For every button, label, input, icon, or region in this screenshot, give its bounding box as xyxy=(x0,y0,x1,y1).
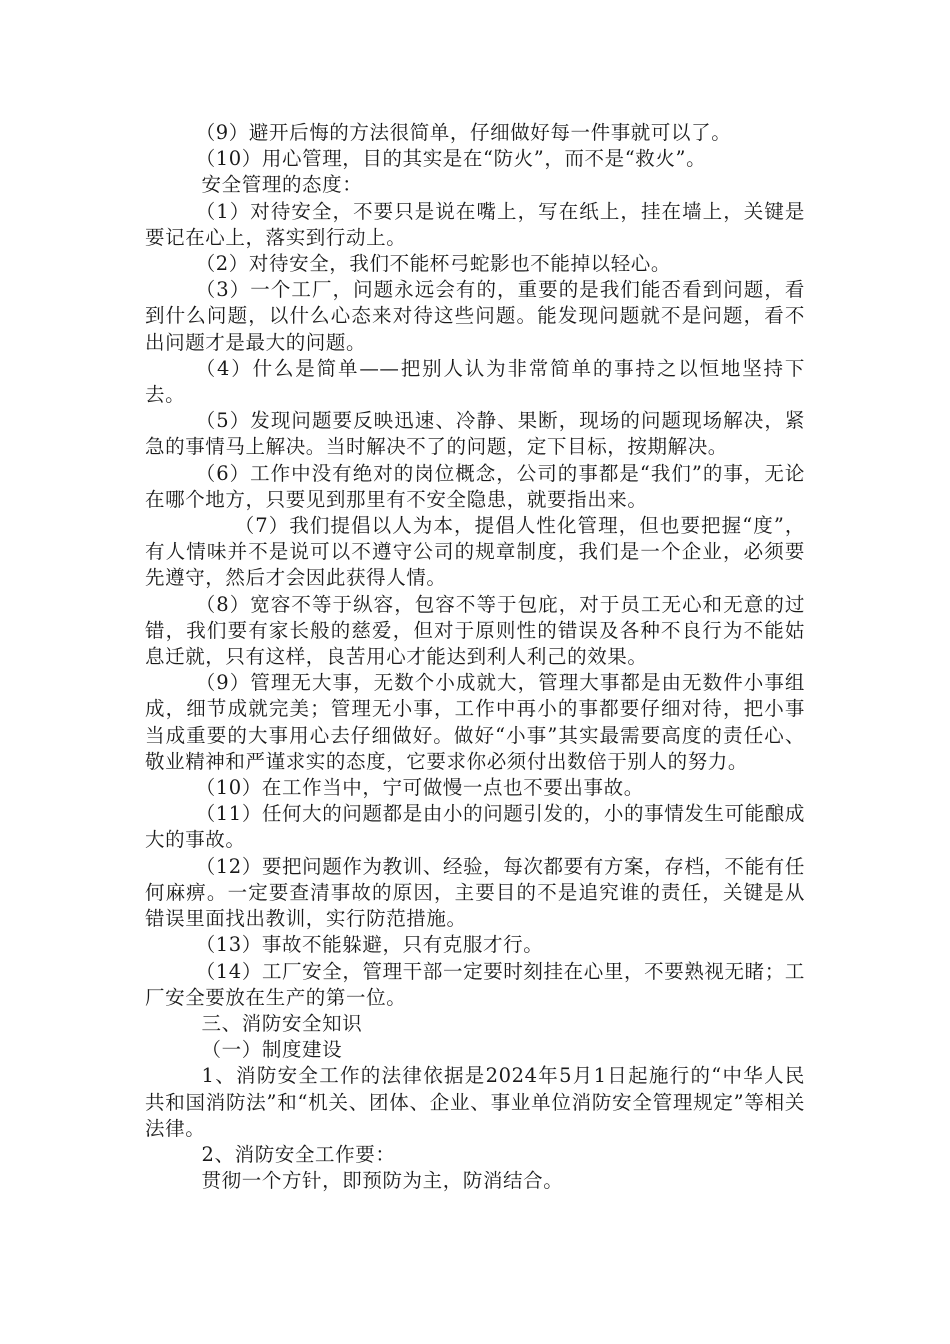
paragraph-law-basis: 1、消防安全工作的法律依据是2024年5月1日起施行的“中华人民共和国消防法”和“机关、团体、企业、事业单位消防安全管理规定”等相关法律。 xyxy=(145,1064,805,1140)
section-heading-attitude: 安全管理的态度： xyxy=(201,173,363,197)
paragraph-attitude-9: （9）管理无大事，无数个小成就大，管理大事都是由无数件小事组成，细节成就完美；管理无小事，工作中再小的事都要仔细对待，把小事当成重要的大事用心去仔细做好。做好“小事”其实最需要高度的责任心、敬业精神和严谨求实的态度，它要求你必须付出数倍于别人的努力。 xyxy=(145,671,805,773)
paragraph-attitude-12: （12）要把问题作为教训、经验，每次都要有方案，存档，不能有任何麻痹。一定要查清事故的原因，主要目的不是追究谁的责任，关键是从错误里面找出教训，实行防范措施。 xyxy=(145,854,805,931)
paragraph-attitude-4: （4）什么是简单——把别人认为非常简单的事持之以恒地坚持下去。 xyxy=(145,356,805,407)
paragraph-attitude-6: （6）工作中没有绝对的岗位概念，公司的事都是“我们”的事，无论在哪个地方，只要见到那里有不安全隐患，就要指出来。 xyxy=(145,461,805,511)
paragraph-attitude-2: （2）对待安全，我们不能杯弓蛇影也不能掉以轻心。 xyxy=(195,252,671,276)
paragraph-fire-safety-requirements: 2、消防安全工作要： xyxy=(201,1142,396,1166)
paragraph-policy: 贯彻一个方针，即预防为主，防消结合。 xyxy=(201,1169,564,1193)
paragraph-attitude-13: （13）事故不能躲避，只有克服才行。 xyxy=(195,933,544,957)
paragraph-1: （9）避开后悔的方法很简单，仔细做好每一件事就可以了。 xyxy=(195,121,732,144)
section-heading-fire-safety: 三、消防安全知识 xyxy=(201,1011,363,1035)
paragraph-2: （10）用心管理，目的其实是在“防火”，而不是“救火”。 xyxy=(195,147,707,171)
paragraph-attitude-8: （8）宽容不等于纵容，包容不等于包庇，对于员工无心和无意的过错，我们要有家长般的慈爱，但对于原则性的错误及各种不良行为不能姑息迁就，只有这样，良苦用心才能达到利人利己的效果。 xyxy=(145,592,805,669)
paragraph-attitude-7: （7）我们提倡以人为本，提倡人性化管理，但也要把握“度”，有人情味并不是说可以不遵守公司的规章制度，我们是一个企业，必须要先遵守，然后才会因此获得人情。 xyxy=(145,514,805,590)
paragraph-attitude-1: （1）对待安全，不要只是说在嘴上，写在纸上，挂在墙上，关键是要记在心上，落实到行动上。 xyxy=(145,199,805,249)
paragraph-attitude-10: （10）在工作当中，宁可做慢一点也不要出事故。 xyxy=(195,776,644,800)
paragraph-attitude-14: （14）工厂安全，管理干部一定要时刻挂在心里，不要熟视无睹；工厂安全要放在生产的第一位。 xyxy=(145,959,805,1009)
document-body xyxy=(145,120,805,1194)
paragraph-attitude-3: （3）一个工厂，问题永远会有的，重要的是我们能否看到问题，看到什么问题，以什么心态来对待这些问题。能发现问题就不是问题，看不出问题才是最大的问题。 xyxy=(145,278,805,354)
paragraph-attitude-11: （11）任何大的问题都是由小的问题引发的，小的事情发生可能酿成大的事故。 xyxy=(145,802,805,852)
subsection-heading-system: （一）制度建设 xyxy=(201,1038,343,1062)
paragraph-attitude-5: （5）发现问题要反映迅速、冷静、果断，现场的问题现场解决，紧急的事情马上解决。当时解决不了的问题，定下目标，按期解决。 xyxy=(145,409,805,459)
